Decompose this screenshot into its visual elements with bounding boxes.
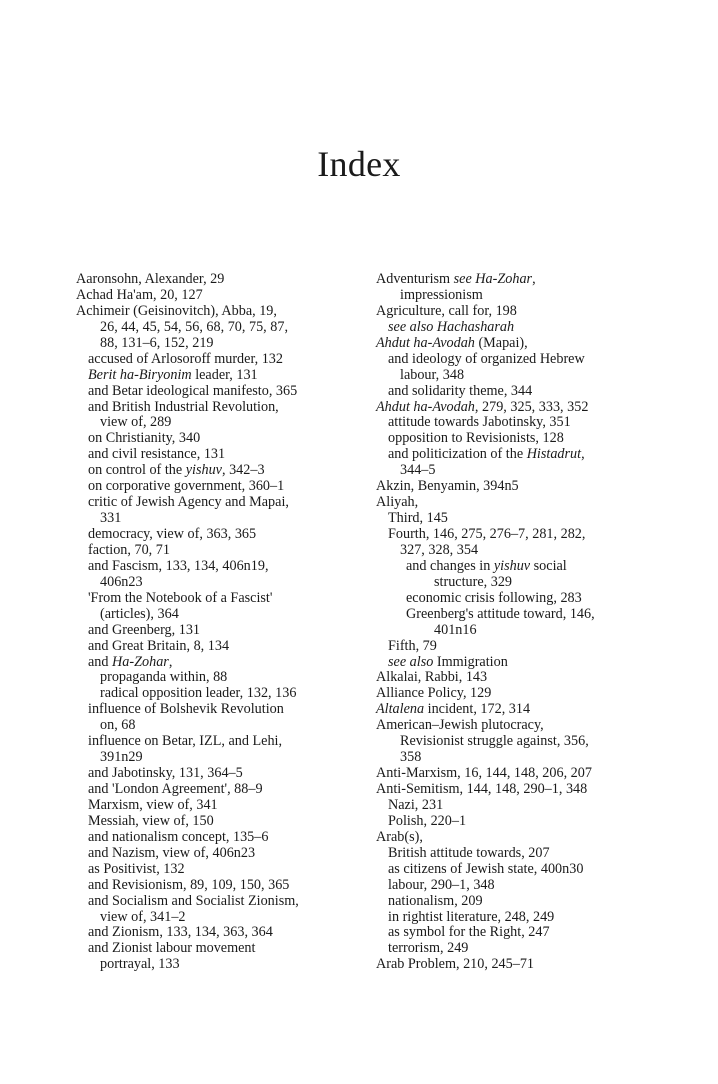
index-subentry (376, 925, 666, 941)
index-text: , 342–3 (221, 462, 265, 479)
index-text: and Betar ideological manifesto, 365 (88, 382, 298, 399)
index-subentry (376, 941, 666, 957)
index-subentry (76, 639, 376, 655)
index-subentry (376, 288, 666, 304)
index-text: see also (388, 653, 434, 670)
index-text: Greenberg's attitude toward, 146, (406, 605, 595, 622)
index-text: propaganda within, 88 (100, 669, 228, 686)
index-subentry (76, 846, 376, 862)
index-text: American–Jewish plutocracy, (376, 717, 544, 734)
index-subentry (76, 336, 376, 352)
index-text: and changes in (406, 557, 494, 574)
index-text: terrorism, 249 (388, 940, 469, 957)
index-text: and Greenberg, 131 (88, 621, 201, 638)
index-text: see also Hachasharah (388, 318, 515, 335)
index-subentry (76, 623, 376, 639)
index-text: social (530, 557, 567, 574)
index-subentry (76, 718, 376, 734)
index-text: 391n29 (100, 749, 143, 766)
index-subentry (76, 431, 376, 447)
index-text: (articles), 364 (100, 605, 179, 622)
index-text: faction, 70, 71 (88, 541, 170, 558)
index-subentry (376, 463, 666, 479)
index-text: and Fascism, 133, 134, 406n19, (88, 557, 269, 574)
index-text: 331 (100, 510, 122, 527)
index-text: yishuv (493, 557, 531, 574)
index-text: Berit ha-Biryonim (88, 366, 192, 383)
index-text: as Positivist, 132 (88, 860, 185, 877)
index-subentry (76, 925, 376, 941)
index-text: Agriculture, call for, 198 (376, 302, 517, 319)
index-text: and politicization of the (388, 446, 527, 463)
index-subentry (376, 527, 666, 543)
index-text: Achad Ha'am, 20, 127 (76, 286, 203, 303)
index-subentry (376, 591, 666, 607)
index-text: labour, 348 (400, 366, 465, 383)
index-subentry (76, 910, 376, 926)
index-text: (Mapai), (474, 334, 528, 351)
index-text: on, 68 (100, 717, 136, 734)
index-text: Fourth, 146, 275, 276–7, 281, 282, (388, 526, 586, 542)
index-text: nationalism, 209 (388, 892, 483, 909)
index-text: Arab Problem, 210, 245–71 (376, 956, 535, 973)
index-text: incident, 172, 314 (424, 701, 531, 718)
index-text: influence of Bolshevik Revolution (88, 701, 284, 718)
index-subentry (76, 766, 376, 782)
index-text: structure, 329 (434, 573, 513, 590)
index-text: and Nazism, view of, 406n23 (88, 844, 256, 861)
index-subentry (76, 607, 376, 623)
index-text: Ahdut ha-Avodah (376, 334, 475, 351)
index-text: yishuv (185, 462, 222, 479)
index-text: Anti-Semitism, 144, 148, 290–1, 348 (376, 781, 588, 797)
index-entry (376, 336, 666, 352)
index-text: and 'London Agreement', 88–9 (88, 781, 263, 797)
index-subentry (76, 463, 376, 479)
index-text: and Revisionism, 89, 109, 150, 365 (88, 876, 290, 893)
index-text: as citizens of Jewish state, 400n30 (388, 860, 584, 877)
index-entry (376, 670, 666, 686)
index-text: on corporative government, 360–1 (88, 478, 285, 495)
index-text: and solidarity theme, 344 (388, 382, 533, 399)
index-subentry (376, 814, 666, 830)
index-subentry (76, 352, 376, 368)
index-subentry (76, 894, 376, 910)
index-text: Alkalai, Rabbi, 143 (376, 669, 488, 686)
index-text: and Jabotinsky, 131, 364–5 (88, 765, 243, 782)
index-text: opposition to Revisionists, 128 (388, 430, 564, 447)
index-entry (376, 718, 666, 734)
index-entry (376, 304, 666, 320)
index-subentry (76, 447, 376, 463)
index-subentry (76, 670, 376, 686)
index-entry (376, 830, 666, 846)
index-text: and Zionism, 133, 134, 363, 364 (88, 924, 273, 941)
index-text: Third, 145 (388, 510, 448, 527)
index-subentry (76, 591, 376, 607)
index-subentry (376, 846, 666, 862)
index-subentry (76, 368, 376, 384)
index-text: and ideology of organized Hebrew (388, 350, 585, 367)
index-entry (376, 782, 666, 798)
index-subentry (376, 878, 666, 894)
index-subentry (376, 415, 666, 431)
index-text: 344–5 (400, 462, 436, 479)
index-subentry (76, 527, 376, 543)
index-subentry (376, 320, 666, 336)
index-subentry (376, 734, 666, 750)
index-text: attitude towards Jabotinsky, 351 (388, 414, 571, 431)
index-text: Revisionist struggle against, 356, (400, 733, 589, 750)
index-text: in rightist literature, 248, 249 (388, 908, 555, 925)
index-text: Adventurism (376, 271, 454, 287)
index-entry (376, 686, 666, 702)
index-text: and civil resistance, 131 (88, 446, 226, 463)
index-subentry (76, 862, 376, 878)
index-text: 406n23 (100, 573, 143, 590)
index-entry (376, 766, 666, 782)
index-entry (76, 304, 376, 320)
index-text: and (88, 653, 113, 670)
index-subentry (76, 511, 376, 527)
index-text: British attitude towards, 207 (388, 844, 550, 861)
index-text: and British Industrial Revolution, (88, 398, 279, 415)
index-subentry (76, 702, 376, 718)
index-subentry (76, 543, 376, 559)
index-subentry (76, 830, 376, 846)
index-text: and Zionist labour movement (88, 940, 256, 957)
index-text: , (168, 653, 173, 670)
index-subentry (376, 575, 666, 591)
index-entry (376, 957, 666, 973)
index-subentry (376, 798, 666, 814)
index-text: on control of the (88, 462, 186, 479)
index-text: critic of Jewish Agency and Mapai, (88, 494, 289, 511)
index-entry (376, 479, 666, 495)
index-entry (376, 400, 666, 416)
index-text: 401n16 (434, 621, 477, 638)
index-subentry (376, 862, 666, 878)
index-text: impressionism (400, 286, 483, 303)
index-subentry (76, 750, 376, 766)
index-text: radical opposition leader, 132, 136 (100, 685, 297, 702)
index-subentry (376, 447, 666, 463)
index-text: Anti-Marxism, 16, 144, 148, 206, 207 (376, 765, 592, 782)
index-subentry (76, 415, 376, 431)
index-subentry (376, 639, 666, 655)
index-text: Arab(s), (376, 828, 423, 845)
index-text: see Ha-Zohar (453, 271, 533, 287)
index-subentry (376, 511, 666, 527)
index-column-left (76, 272, 376, 973)
index-subentry (376, 431, 666, 447)
index-text: , (581, 446, 585, 463)
index-text: 'From the Notebook of a Fascist' (88, 589, 273, 606)
index-text: 26, 44, 45, 54, 56, 68, 70, 75, 87, (100, 318, 288, 335)
index-subentry (376, 559, 666, 575)
page-title: Index (317, 144, 401, 184)
index-entry (376, 495, 666, 511)
index-column-right (376, 272, 666, 973)
index-subentry (376, 623, 666, 639)
index-subentry (76, 495, 376, 511)
index-subentry (76, 878, 376, 894)
index-subentry (76, 798, 376, 814)
index-text: Polish, 220–1 (388, 812, 467, 829)
index-subentry (376, 352, 666, 368)
index-text: Nazi, 231 (388, 796, 444, 813)
index-subentry (76, 941, 376, 957)
index-text: Fifth, 79 (388, 637, 437, 654)
index-subentry (76, 559, 376, 575)
index-text: Histadrut (526, 446, 582, 463)
index-entry (376, 702, 666, 718)
index-subentry (376, 894, 666, 910)
index-subentry (76, 655, 376, 671)
index-text: Altalena (376, 701, 425, 718)
index-text: Aliyah, (376, 494, 419, 511)
index-subentry (76, 734, 376, 750)
index-text: economic crisis following, 283 (406, 589, 582, 606)
index-subentry (76, 400, 376, 416)
index-subentry (376, 910, 666, 926)
index-subentry (76, 575, 376, 591)
index-text: Akzin, Benyamin, 394n5 (376, 478, 519, 495)
index-text: and Socialism and Socialist Zionism, (88, 892, 299, 909)
index-subentry (376, 368, 666, 384)
index-text: view of, 289 (100, 414, 172, 431)
index-text: labour, 290–1, 348 (388, 876, 495, 893)
index-subentry (76, 814, 376, 830)
index-text: leader, 131 (191, 366, 258, 383)
index-subentry (76, 384, 376, 400)
index-text: accused of Arlosoroff murder, 132 (88, 350, 283, 367)
index-subentry (76, 686, 376, 702)
index-subentry (376, 655, 666, 671)
index-text: influence on Betar, IZL, and Lehi, (88, 733, 283, 750)
index-entry (376, 272, 666, 288)
index-subentry (76, 782, 376, 798)
index-text: , 279, 325, 333, 352 (474, 398, 589, 415)
index-subentry (76, 957, 376, 973)
index-text: Alliance Policy, 129 (376, 685, 492, 702)
index-text: 358 (400, 749, 422, 766)
index-text: as symbol for the Right, 247 (388, 924, 550, 941)
index-text: Messiah, view of, 150 (88, 812, 214, 829)
index-text: Aaronsohn, Alexander, 29 (76, 271, 225, 287)
index-text: and Great Britain, 8, 134 (88, 637, 230, 654)
index-entry (76, 288, 376, 304)
index-text: Ahdut ha-Avodah (376, 398, 475, 415)
index-subentry (76, 479, 376, 495)
index-text: on Christianity, 340 (88, 430, 201, 447)
index-text: Immigration (433, 653, 508, 670)
index-text: Achimeir (Geisinovitch), Abba, 19, (76, 302, 277, 319)
index-subentry (376, 543, 666, 559)
index-text: democracy, view of, 363, 365 (88, 526, 257, 542)
index-entry (76, 272, 376, 288)
index-text: portrayal, 133 (100, 956, 180, 973)
index-text: Ha-Zohar (112, 653, 169, 670)
index-subentry (376, 384, 666, 400)
index-text: 327, 328, 354 (400, 541, 479, 558)
index-text: 88, 131–6, 152, 219 (100, 334, 214, 351)
index-text: and nationalism concept, 135–6 (88, 828, 269, 845)
index-subentry (76, 320, 376, 336)
index-text: view of, 341–2 (100, 908, 186, 925)
index-subentry (376, 750, 666, 766)
index-subentry (376, 607, 666, 623)
index-text: Marxism, view of, 341 (88, 796, 218, 813)
index-text: , (532, 271, 536, 287)
